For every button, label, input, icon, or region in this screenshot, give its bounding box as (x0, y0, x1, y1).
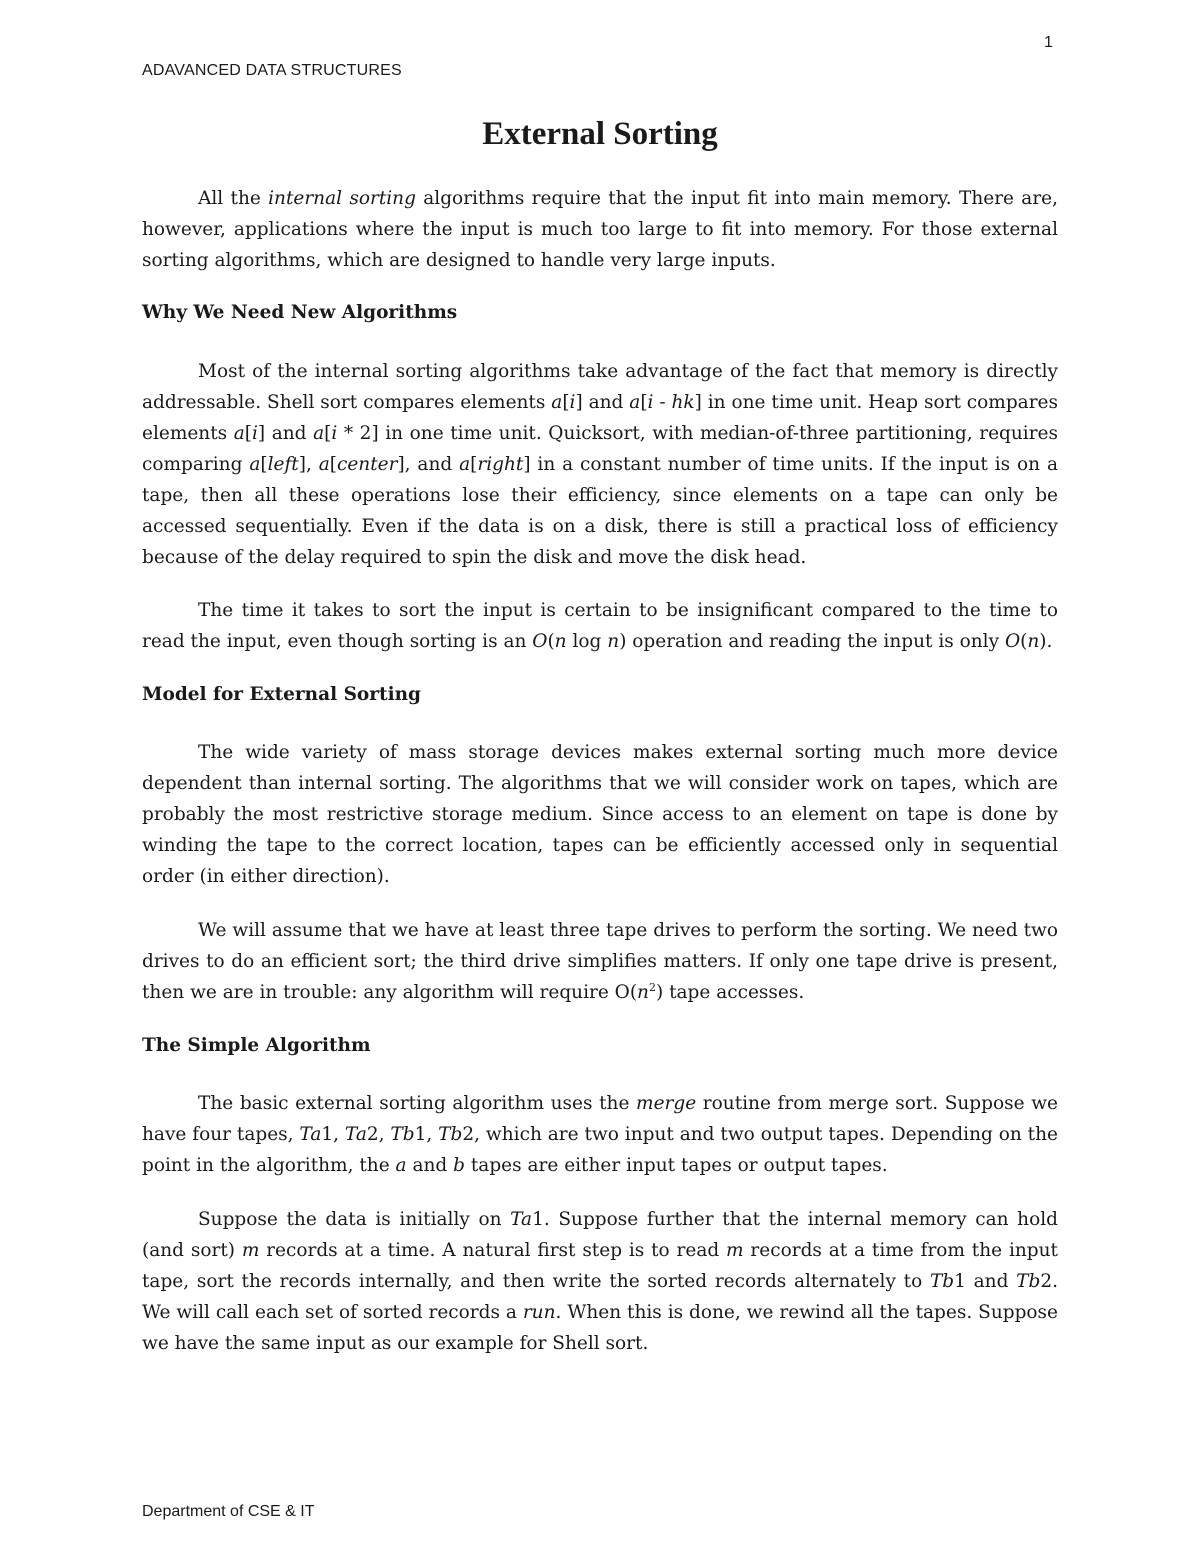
running-footer: Department of CSE & IT (142, 1503, 315, 1520)
section1-paragraph-2: The time it takes to sort the input is certain to be insignificant compared to the time to read the input, even though sorting is an O(n log n) operation and reading the input is only O(n). (142, 600, 1058, 652)
section2-paragraph-1: The wide variety of mass storage devices makes external sorting much more device dependent than internal sorting. The algorithms that we will consider work on tapes, which are probably the most restrictive storage medium. Since access to an element on tape is done by winding the tape to the correct location, tapes can be efficiently accessed only in sequential order (in either direction). (142, 742, 1058, 887)
section1-paragraph-1: Most of the internal sorting algorithms take advantage of the fact that memory is directly addressable. Shell sort compares elements a[i] and a[i - hk] in one time unit. Heap sort compares elements a[i] and a[i * 2] in one time unit. Quicksort, with median-of-three partitioning, requires comparing a[left], a[center], and a[right] in a constant number of time units. If the input is on a tape, then all these operations lose their efficiency, since elements on a tape can only be accessed sequentially. Even if the data is on a disk, there is still a practical loss of efficiency because of the delay required to spin the disk and move the disk head. (142, 361, 1059, 568)
page-number: 1 (1044, 34, 1053, 51)
section-heading-model-external-sorting: Model for External Sorting (142, 684, 421, 705)
section-heading-simple-algorithm: The Simple Algorithm (142, 1035, 371, 1056)
intro-paragraph: All the internal sorting algorithms require that the input fit into main memory. There are, however, applications where the input is much too large to fit into memory. For those external sorting algorithms, which are designed to handle very large inputs. (142, 188, 1058, 271)
page-title: External Sorting (482, 116, 718, 152)
section2-paragraph-2: We will assume that we have at least three tape drives to perform the sorting. We need two drives to do an efficient sort; the third drive simplifies matters. If only one tape drive is present, then we are in trouble: any algorithm will require $O(n^2)$ tape accesses. (142, 920, 1058, 1003)
section3-paragraph-2: Suppose the data is initially on Ta1. Suppose further that the internal memory can hold (and sort) m records at a time. A natural first step is to read m records at a time from the input tape, sort the records internally, and then write the sorted records alternately to Tb1 and Tb2. We will call each set of sorted records a run. When this is done, we rewind all the tapes. Suppose we have the same input as our example for Shell sort. (142, 1209, 1058, 1354)
section-heading-why-new-algorithms: Why We Need New Algorithms (142, 302, 458, 323)
section3-paragraph-1: The basic external sorting algorithm uses the merge routine from merge sort. Suppose we have four tapes, Ta1, Ta2, Tb1, Tb2, which are two input and two output tapes. Depending on the point in the algorithm, the a and b tapes are either input tapes or output tapes. (142, 1093, 1058, 1176)
running-header: ADAVANCED DATA STRUCTURES (142, 62, 402, 79)
